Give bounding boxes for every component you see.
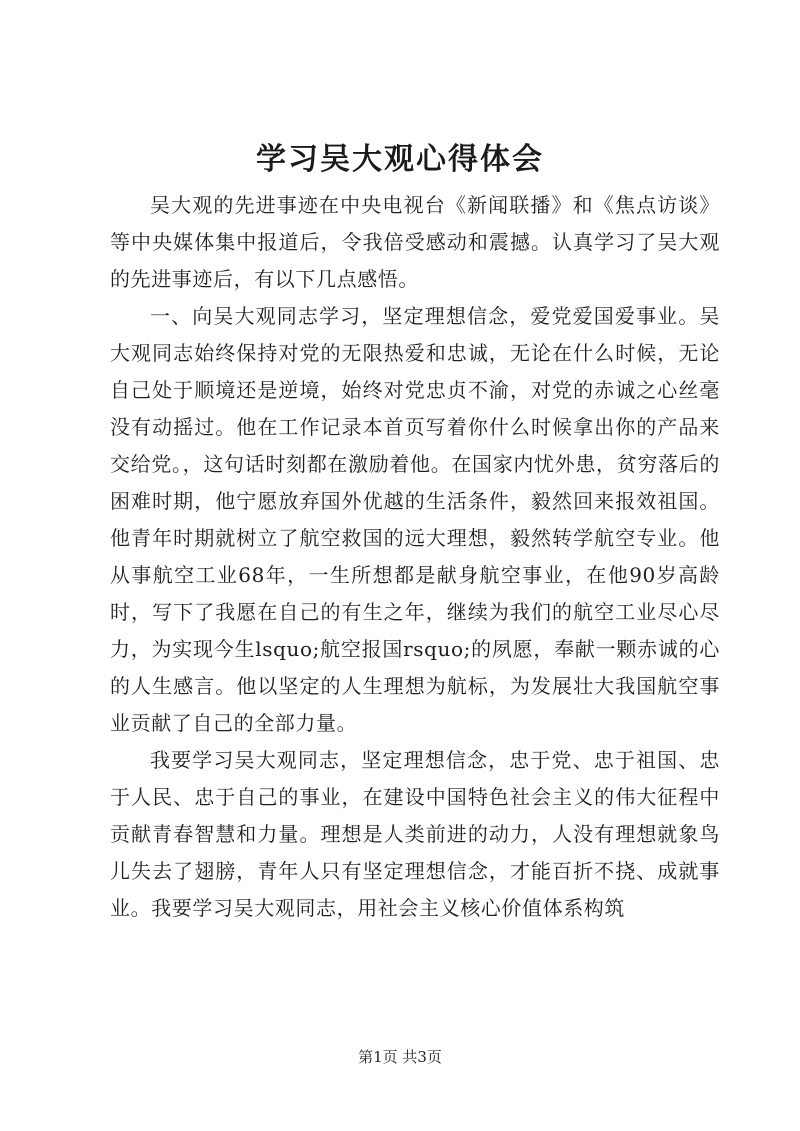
document-title: 学习吴大观心得体会 — [256, 142, 544, 177]
paragraph-intro: 吴大观的先进事迹在中央电视台《新闻联播》和《焦点访谈》等中央媒体集中报道后，令我倍受感动和震撼。认真学习了吴大观的先进事迹后，有以下几点感悟。 — [110, 193, 720, 291]
paragraph-section-one: 一、向吴大观同志学习，坚定理想信念，爱党爱国爱事业。吴大观同志始终保持对党的无限热爱和忠诚，无论在什么时候，无论自己处于顺境还是逆境，始终对党忠贞不渝，对党的赤诚之心丝毫没有动摇过。他在工作记录本首页写着你什么时候拿出你的产品来交给党。，这句话时刻都在激励着他。在国家内忧外患，贫穷落后的困难时期，他宁愿放弃国外优越的生活条件，毅然回来报效祖国。他青年时期就树立了航空救国的远大理想，毅然转学航空专业。他从事航空工业68年，一生所想都是献身航空事业，在他90岁高龄时，写下了我愿在自己的有生之年，继续为我们的航空工业尽心尽力，为实现今生lsquo;航空报国rsquo;的夙愿，奉献一颗赤诚的心的人生感言。他以坚定的人生理想为航标，为发展壮大我国航空事业贡献了自己的全部力量。 — [110, 304, 720, 735]
document-body — [110, 187, 720, 927]
page-footer: 第1页 共3页 — [358, 1048, 442, 1066]
paragraph-learning: 我要学习吴大观同志，坚定理想信念，忠于党、忠于祖国、忠于人民、忠于自己的事业，在建设中国特色社会主义的伟大征程中贡献青春智慧和力量。理想是人类前进的动力，人没有理想就象鸟儿失去了翅膀，青年人只有坚定理想信念，才能百折不挠、成就事业。我要学习吴大观同志，用社会主义核心价值体系构筑 — [110, 748, 720, 920]
